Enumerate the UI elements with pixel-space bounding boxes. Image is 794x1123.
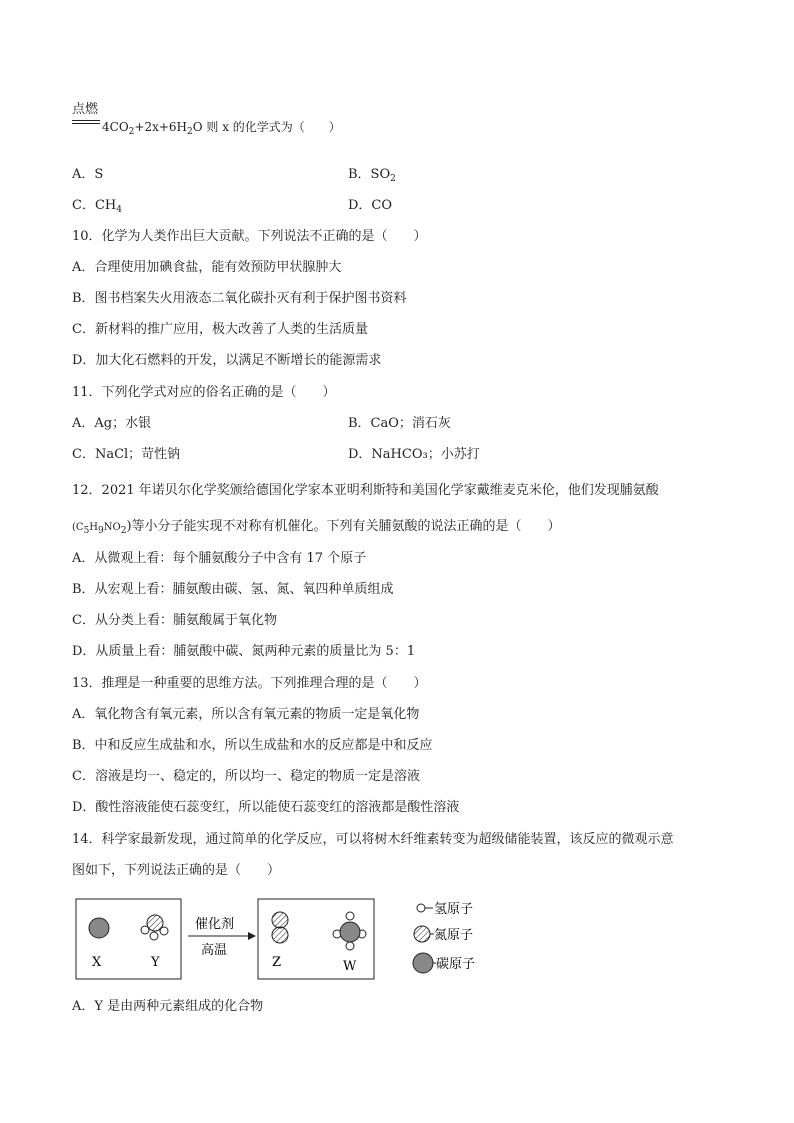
q9-option-d[interactable]: D．CO (348, 198, 393, 213)
q13-option-d[interactable]: D．酸性溶液能使石蕊变红，所以能使石蕊变红的溶液都是酸性溶液 (72, 800, 460, 815)
q9-equation (102, 118, 341, 136)
eq-part: +2x+6H (134, 120, 188, 134)
q10-option-c[interactable]: C．新材料的推广应用，极大改善了人类的生活质量 (72, 322, 368, 337)
q11-stem: 11．下列化学式对应的俗名正确的是（ ） (72, 385, 336, 400)
carbon-atom-w (340, 922, 360, 942)
legend-hydrogen-label: 氢原子 (434, 902, 474, 917)
q10-option-d[interactable]: D．加大化石燃料的开发，以满足不断增长的能源需求 (72, 353, 382, 368)
q14-option-a[interactable]: A．Y 是由两种元素组成的化合物 (72, 999, 264, 1014)
q10-option-b[interactable]: B．图书档案失火用液态二氧化碳扑灭有利于保护图书资料 (72, 291, 407, 306)
q9-option-c[interactable] (72, 197, 122, 215)
arrow-head-icon (248, 932, 256, 940)
q12-option-b[interactable]: B．从宏观上看：脯氨酸由碳、氢、氮、氧四种单质组成 (72, 582, 394, 597)
hydrogen-atom-w1 (346, 912, 354, 920)
option-text: C．CH (72, 198, 117, 213)
formula-sub: 2 (120, 526, 127, 536)
hydrogen-atom-y2 (150, 932, 158, 940)
q13-option-b[interactable]: B．中和反应生成盐和水，所以生成盐和水的反应都是中和反应 (72, 738, 433, 753)
legend-carbon-icon (413, 953, 433, 973)
legend-carbon-label: 碳原子 (436, 957, 476, 972)
q12-option-d[interactable]: D．从质量上看：脯氨酸中碳、氮两种元素的质量比为 5：1 (72, 644, 416, 659)
q10-option-a[interactable]: A．合理使用加碘食盐，能有效预防甲状腺肿大 (72, 260, 342, 275)
q11-option-d[interactable]: D．NaHCO₃；小苏打 (348, 447, 480, 462)
ignite-condition: 点燃 (72, 102, 99, 117)
equation-bar (72, 120, 100, 121)
eq-part: 4CO (102, 120, 129, 134)
condition-label: 高温 (201, 943, 228, 958)
formula-part: H (89, 522, 99, 533)
legend-nitrogen-label: 氮原子 (434, 928, 474, 943)
hydrogen-atom-y1 (141, 926, 149, 934)
label-y: Y (151, 955, 160, 970)
q13-stem: 13．推理是一种重要的思维方法。下列推理合理的是（ ） (72, 676, 427, 691)
stem-text: )等小分子能实现不对称有机催化。下列有关脯氨酸的说法正确的是（ ） (126, 519, 561, 534)
option-sub: 4 (116, 205, 122, 215)
q9-option-a[interactable]: A．S (72, 167, 104, 182)
hydrogen-atom-w4 (346, 942, 354, 950)
formula-sub: 5 (83, 526, 90, 536)
q11-option-c[interactable]: C．NaCl；苛性钠 (72, 447, 181, 462)
reaction-diagram (0, 890, 794, 990)
formula-part: (C (72, 522, 84, 533)
label-w: W (343, 959, 357, 974)
label-x: X (92, 955, 102, 970)
formula-sub: 9 (98, 526, 104, 536)
catalyst-label: 催化剂 (195, 917, 235, 932)
q13-option-a[interactable]: A．氧化物含有氧元素，所以含有氧元素的物质一定是氧化物 (72, 707, 420, 722)
q11-option-b[interactable]: B．CaO；消石灰 (348, 416, 451, 431)
q12-stem-line2 (72, 518, 561, 537)
q14-stem-line1: 14．科学家最新发现，通过简单的化学反应，可以将树木纤维素转变为超级储能装置，该反应的微观示意 (72, 832, 674, 847)
legend-nitrogen-icon (414, 926, 430, 942)
eq-part: O 则 x 的化学式为（ ） (192, 120, 341, 134)
nitrogen-atom-z2 (272, 927, 288, 943)
q14-stem-line2: 图如下，下列说法正确的是（ ） (72, 863, 281, 878)
legend-hydrogen-icon (417, 904, 425, 912)
formula-part: NO (103, 522, 121, 533)
eq-sub: 2 (187, 127, 193, 137)
option-sub: 2 (390, 174, 396, 184)
option-text: B．SO (348, 167, 391, 182)
label-z: Z (272, 955, 282, 970)
hydrogen-atom-y3 (160, 927, 168, 935)
q9-option-b[interactable] (348, 166, 396, 184)
q13-option-c[interactable]: C．溶液是均一、稳定的，所以均一、稳定的物质一定是溶液 (72, 769, 420, 784)
equation-bar-2 (72, 123, 100, 124)
nitrogen-atom-z1 (272, 912, 288, 928)
q12-option-c[interactable]: C．从分类上看：脯氨酸属于氧化物 (72, 613, 277, 628)
q11-option-a[interactable]: A．Ag；水银 (72, 416, 152, 431)
carbon-atom-x (89, 918, 109, 938)
eq-sub: 2 (128, 127, 135, 137)
q12-stem-line1: 12．2021 年诺贝尔化学奖颁给德国化学家本亚明利斯特和美国化学家戴维麦克米伦，他们发现脯氨酸 (72, 483, 659, 498)
q10-stem: 10．化学为人类作出巨大贡献。下列说法不正确的是（ ） (72, 229, 427, 244)
q12-option-a[interactable]: A．从微观上看：每个脯氨酸分子中含有 17 个原子 (72, 551, 367, 566)
